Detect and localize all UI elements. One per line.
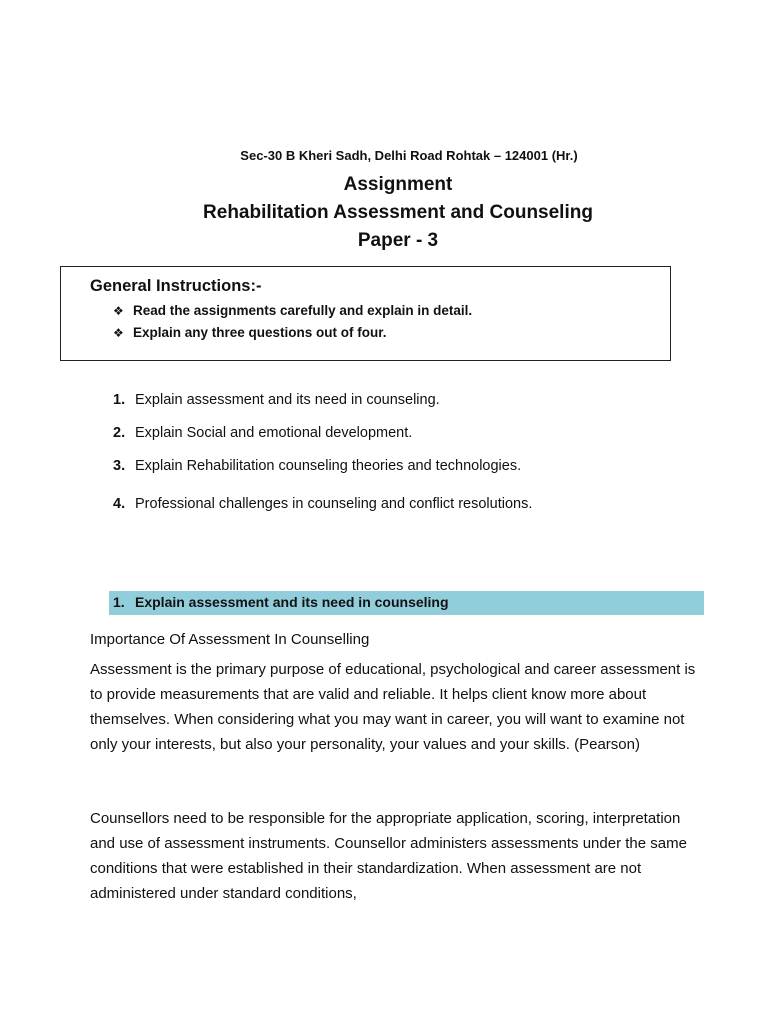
question-number: 2. — [113, 425, 126, 441]
question-item — [113, 392, 440, 408]
paper-number: Paper - 3 — [357, 230, 439, 251]
institute-address: Sec-30 B Kheri Sadh, Delhi Road Rohtak – 124001 (Hr.) — [240, 148, 578, 163]
section-heading — [113, 594, 449, 610]
question-text: Explain assessment and its need in counseling. — [135, 392, 440, 408]
body-paragraph: Counsellors need to be responsible for the appropriate application, scoring, interpretation and use of assessment instruments. Counsellor administers assessments under the same conditions that were established in their standardization. When assessment are not administered under standard conditions, — [90, 810, 687, 902]
section-subheading: Importance Of Assessment In Counselling — [90, 631, 370, 648]
question-number: 1. — [113, 392, 126, 408]
question-number: 4. — [113, 496, 126, 512]
instruction-text: Read the assignments carefully and explain in detail. — [133, 303, 473, 318]
question-number: 3. — [113, 458, 126, 474]
question-item — [113, 425, 412, 441]
diamond-bullet-icon: ❖ — [113, 304, 124, 318]
general-instructions-box — [60, 266, 671, 361]
instruction-item — [113, 303, 472, 318]
question-item — [113, 496, 532, 512]
section-title: Explain assessment and its need in counseling — [135, 594, 449, 610]
question-text: Explain Rehabilitation counseling theories and technologies. — [135, 458, 522, 474]
instructions-heading: General Instructions:- — [90, 277, 262, 295]
body-paragraph: Assessment is the primary purpose of educational, psychological and career assessment is to provide measurements that are valid and reliable. It helps client know more about themselves. When considering what you may want in career, you will want to examine not only your interests, but also your personality, your values and your skills. (Pearson) — [90, 661, 696, 753]
assignment-title: Assignment — [343, 174, 453, 195]
instruction-item — [113, 325, 387, 340]
question-text: Professional challenges in counseling and conflict resolutions. — [135, 496, 533, 512]
section-number: 1. — [113, 594, 125, 610]
section-heading-bar — [109, 591, 704, 615]
question-item — [113, 458, 521, 474]
course-title: Rehabilitation Assessment and Counseling — [203, 202, 593, 223]
question-text: Explain Social and emotional development. — [135, 425, 413, 441]
instruction-text: Explain any three questions out of four. — [133, 325, 387, 340]
diamond-bullet-icon: ❖ — [113, 326, 124, 340]
